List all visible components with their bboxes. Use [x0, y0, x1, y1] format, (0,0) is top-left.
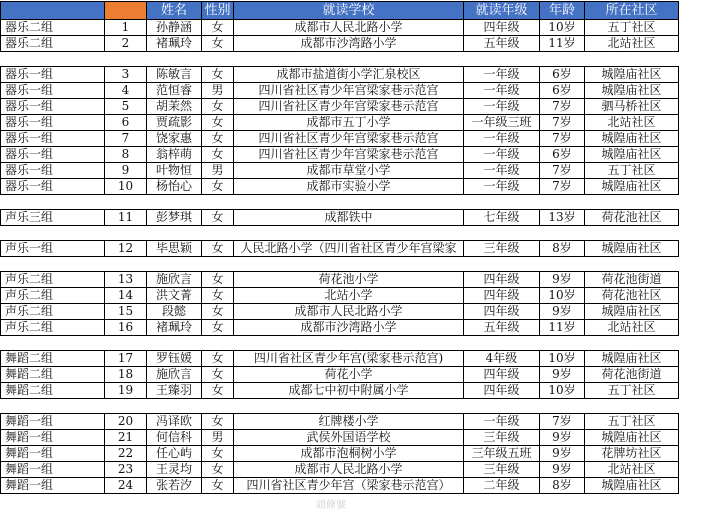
number-cell: 23: [105, 462, 147, 478]
table-row: [1, 304, 679, 320]
group-cell: 器乐一组: [1, 131, 105, 147]
grade-cell: 三年级五班: [464, 446, 540, 462]
group-spacer-row: [1, 52, 679, 67]
table-row: [1, 320, 679, 336]
age-cell: 10岁: [540, 288, 585, 304]
name-cell: 饶家惠: [147, 131, 202, 147]
spacer-cell: [234, 257, 464, 272]
table-row: [1, 446, 679, 462]
spacer-cell: [540, 399, 585, 414]
school-cell: 四川省社区青少年宫（梁家巷示范宫）: [234, 478, 464, 494]
grade-cell: 一年级: [464, 99, 540, 115]
group-spacer-row: [1, 399, 679, 414]
group-cell: 舞蹈二组: [1, 383, 105, 399]
gender-cell: 女: [202, 179, 234, 195]
school-cell: 人民北路小学（四川省社区青少年宫梁家: [234, 241, 464, 257]
grade-cell: 一年级: [464, 67, 540, 83]
community-cell: 花牌坊社区: [585, 446, 679, 462]
age-cell: 11岁: [540, 36, 585, 52]
grade-cell: 一年级: [464, 414, 540, 430]
group-cell: 舞蹈二组: [1, 367, 105, 383]
spacer-cell: [105, 226, 147, 241]
table-row: [1, 478, 679, 494]
group-cell: 器乐一组: [1, 67, 105, 83]
name-cell: 范恒睿: [147, 83, 202, 99]
group-cell: 声乐三组: [1, 210, 105, 226]
gender-cell: 女: [202, 367, 234, 383]
school-cell: 四川省社区青少年宫梁家巷示范宫: [234, 131, 464, 147]
table-row: [1, 241, 679, 257]
table-row: [1, 367, 679, 383]
group-cell: 舞蹈二组: [1, 351, 105, 367]
spacer-cell: [147, 52, 202, 67]
spacer-cell: [202, 52, 234, 67]
community-cell: 荷花池街道: [585, 272, 679, 288]
number-cell: 15: [105, 304, 147, 320]
grade-cell: 四年级: [464, 20, 540, 36]
grade-cell: 四年级: [464, 367, 540, 383]
header-row: [1, 2, 679, 20]
group-cell: 器乐一组: [1, 99, 105, 115]
grade-cell: 三年级: [464, 241, 540, 257]
community-cell: 五丁社区: [585, 414, 679, 430]
table-row: [1, 288, 679, 304]
age-cell: 9岁: [540, 272, 585, 288]
community-cell: 城隍庙社区: [585, 478, 679, 494]
group-cell: 舞蹈一组: [1, 462, 105, 478]
header-number: [105, 2, 147, 20]
school-cell: 成都市沙湾路小学: [234, 320, 464, 336]
table-row: [1, 147, 679, 163]
gender-cell: 女: [202, 147, 234, 163]
age-cell: 7岁: [540, 414, 585, 430]
name-cell: 彭梦琪: [147, 210, 202, 226]
group-cell: 声乐二组: [1, 304, 105, 320]
community-cell: 荷花池街道: [585, 367, 679, 383]
header-school: 就读学校: [234, 2, 464, 20]
group-cell: 器乐一组: [1, 115, 105, 131]
table-row: [1, 36, 679, 52]
spacer-cell: [585, 195, 679, 210]
community-cell: 北站社区: [585, 36, 679, 52]
spacer-cell: [585, 226, 679, 241]
name-cell: 王灵均: [147, 462, 202, 478]
name-cell: 段懿: [147, 304, 202, 320]
spacer-cell: [1, 195, 105, 210]
number-cell: 4: [105, 83, 147, 99]
gender-cell: 女: [202, 241, 234, 257]
table-row: [1, 131, 679, 147]
name-cell: 杨怡心: [147, 179, 202, 195]
number-cell: 12: [105, 241, 147, 257]
table-row: [1, 210, 679, 226]
spacer-cell: [540, 52, 585, 67]
age-cell: 6岁: [540, 147, 585, 163]
community-cell: 城隍庙社区: [585, 147, 679, 163]
school-cell: 成都市人民北路小学: [234, 304, 464, 320]
age-cell: 8岁: [540, 478, 585, 494]
gender-cell: 女: [202, 36, 234, 52]
header-group: [1, 2, 105, 20]
group-spacer-row: [1, 226, 679, 241]
number-cell: 24: [105, 478, 147, 494]
number-cell: 18: [105, 367, 147, 383]
grade-cell: 三年级: [464, 462, 540, 478]
name-cell: 何信科: [147, 430, 202, 446]
gender-cell: 女: [202, 288, 234, 304]
grade-cell: 五年级: [464, 320, 540, 336]
school-cell: 成都铁中: [234, 210, 464, 226]
spacer-cell: [147, 257, 202, 272]
community-cell: 城隍庙社区: [585, 83, 679, 99]
school-cell: 成都市实验小学: [234, 179, 464, 195]
name-cell: 胡茉然: [147, 99, 202, 115]
number-cell: 6: [105, 115, 147, 131]
school-cell: 武侯外国语学校: [234, 430, 464, 446]
spacer-cell: [540, 226, 585, 241]
age-cell: 9岁: [540, 304, 585, 320]
table-row: [1, 383, 679, 399]
table-row: [1, 430, 679, 446]
number-cell: 13: [105, 272, 147, 288]
school-cell: 四川省社区青少年宫梁家巷示范宫: [234, 83, 464, 99]
spacer-cell: [147, 226, 202, 241]
number-cell: 1: [105, 20, 147, 36]
spacer-cell: [147, 336, 202, 351]
header-name: 姓名: [147, 2, 202, 20]
group-cell: 舞蹈一组: [1, 478, 105, 494]
school-cell: 成都市五丁小学: [234, 115, 464, 131]
community-cell: 城隍庙社区: [585, 351, 679, 367]
spacer-cell: [540, 257, 585, 272]
spacer-cell: [1, 399, 105, 414]
group-cell: 声乐二组: [1, 288, 105, 304]
number-cell: 11: [105, 210, 147, 226]
spacer-cell: [464, 195, 540, 210]
grade-cell: 五年级: [464, 36, 540, 52]
age-cell: 9岁: [540, 446, 585, 462]
table-row: [1, 20, 679, 36]
number-cell: 17: [105, 351, 147, 367]
name-cell: 毕思颖: [147, 241, 202, 257]
table-header: [1, 2, 679, 20]
name-cell: 陈敏言: [147, 67, 202, 83]
spacer-cell: [540, 336, 585, 351]
age-cell: 7岁: [540, 179, 585, 195]
school-cell: 成都市盐道街小学汇泉校区: [234, 67, 464, 83]
table-row: [1, 414, 679, 430]
spacer-cell: [202, 336, 234, 351]
header-gender: 性别: [202, 2, 234, 20]
community-cell: 五丁社区: [585, 20, 679, 36]
name-cell: 施欣言: [147, 367, 202, 383]
grade-cell: 四年级: [464, 383, 540, 399]
school-cell: 四川省社区青少年宫梁家巷示范宫: [234, 99, 464, 115]
group-cell: 声乐一组: [1, 241, 105, 257]
age-cell: 9岁: [540, 430, 585, 446]
school-cell: 北站小学: [234, 288, 464, 304]
community-cell: 城隍庙社区: [585, 430, 679, 446]
group-cell: 器乐二组: [1, 36, 105, 52]
spacer-cell: [1, 226, 105, 241]
name-cell: 洪文菁: [147, 288, 202, 304]
number-cell: 19: [105, 383, 147, 399]
spacer-cell: [105, 257, 147, 272]
name-cell: 冯译欧: [147, 414, 202, 430]
spacer-cell: [147, 399, 202, 414]
gender-cell: 女: [202, 446, 234, 462]
table-row: [1, 462, 679, 478]
spacer-cell: [464, 257, 540, 272]
name-cell: 王臻羽: [147, 383, 202, 399]
age-cell: 10岁: [540, 20, 585, 36]
grade-cell: 一年级: [464, 147, 540, 163]
header-community: 所在社区: [585, 2, 679, 20]
age-cell: 10岁: [540, 383, 585, 399]
school-cell: 成都市人民北路小学: [234, 20, 464, 36]
community-cell: 城隍庙社区: [585, 304, 679, 320]
grade-cell: 四年级: [464, 304, 540, 320]
age-cell: 7岁: [540, 99, 585, 115]
name-cell: 褚珮玲: [147, 36, 202, 52]
spacer-cell: [234, 336, 464, 351]
gender-cell: 女: [202, 99, 234, 115]
spacer-cell: [464, 226, 540, 241]
community-cell: 城隍庙社区: [585, 67, 679, 83]
gender-cell: 女: [202, 351, 234, 367]
age-cell: 9岁: [540, 462, 585, 478]
gender-cell: 男: [202, 83, 234, 99]
watermark: 頭條號: [316, 500, 346, 511]
spacer-cell: [464, 336, 540, 351]
gender-cell: 女: [202, 478, 234, 494]
community-cell: 城隍庙社区: [585, 241, 679, 257]
gender-cell: 女: [202, 115, 234, 131]
number-cell: 21: [105, 430, 147, 446]
number-cell: 8: [105, 147, 147, 163]
table-row: [1, 99, 679, 115]
name-cell: 施欣言: [147, 272, 202, 288]
age-cell: 7岁: [540, 115, 585, 131]
group-cell: 器乐一组: [1, 147, 105, 163]
table-row: [1, 67, 679, 83]
community-cell: 荷花池社区: [585, 288, 679, 304]
grade-cell: 二年级: [464, 478, 540, 494]
group-cell: 器乐一组: [1, 83, 105, 99]
grade-cell: 四年级: [464, 272, 540, 288]
gender-cell: 女: [202, 304, 234, 320]
school-cell: 成都市泡桐树小学: [234, 446, 464, 462]
grade-cell: 四年级: [464, 288, 540, 304]
roster-table: [0, 1, 679, 494]
spacer-cell: [202, 399, 234, 414]
age-cell: 11岁: [540, 320, 585, 336]
group-spacer-row: [1, 257, 679, 272]
spacer-cell: [464, 399, 540, 414]
table-row: [1, 351, 679, 367]
grade-cell: 一年级: [464, 163, 540, 179]
age-cell: 7岁: [540, 131, 585, 147]
age-cell: 8岁: [540, 241, 585, 257]
spacer-cell: [1, 52, 105, 67]
table-row: [1, 179, 679, 195]
number-cell: 9: [105, 163, 147, 179]
community-cell: 城隍庙社区: [585, 179, 679, 195]
gender-cell: 女: [202, 67, 234, 83]
header-grade: 就读年级: [464, 2, 540, 20]
grade-cell: 一年级三班: [464, 115, 540, 131]
school-cell: 成都市草堂小学: [234, 163, 464, 179]
school-cell: 四川省社区青少年宫(梁家巷示范宫): [234, 351, 464, 367]
table-row: [1, 115, 679, 131]
table-row: [1, 163, 679, 179]
spacer-cell: [202, 257, 234, 272]
spacer-cell: [585, 399, 679, 414]
name-cell: 贾疏影: [147, 115, 202, 131]
name-cell: 孙静涵: [147, 20, 202, 36]
header-age: 年龄: [540, 2, 585, 20]
school-cell: 荷花小学: [234, 367, 464, 383]
community-cell: 北站社区: [585, 115, 679, 131]
number-cell: 14: [105, 288, 147, 304]
name-cell: 罗钰媛: [147, 351, 202, 367]
spacer-cell: [234, 226, 464, 241]
number-cell: 10: [105, 179, 147, 195]
grade-cell: 一年级: [464, 131, 540, 147]
school-cell: 荷花池小学: [234, 272, 464, 288]
spacer-cell: [105, 336, 147, 351]
number-cell: 2: [105, 36, 147, 52]
table-body: [1, 20, 679, 494]
spacer-cell: [540, 195, 585, 210]
name-cell: 任心屿: [147, 446, 202, 462]
group-cell: 舞蹈一组: [1, 430, 105, 446]
school-cell: 成都市人民北路小学: [234, 462, 464, 478]
number-cell: 3: [105, 67, 147, 83]
age-cell: 13岁: [540, 210, 585, 226]
gender-cell: 女: [202, 414, 234, 430]
spacer-cell: [105, 399, 147, 414]
gender-cell: 男: [202, 430, 234, 446]
spacer-cell: [585, 336, 679, 351]
school-cell: 四川省社区青少年宫梁家巷示范宫: [234, 147, 464, 163]
spacer-cell: [234, 399, 464, 414]
school-cell: 成都七中初中附属小学: [234, 383, 464, 399]
age-cell: 10岁: [540, 351, 585, 367]
age-cell: 9岁: [540, 367, 585, 383]
grade-cell: 一年级: [464, 179, 540, 195]
community-cell: 五丁社区: [585, 383, 679, 399]
grade-cell: 七年级: [464, 210, 540, 226]
age-cell: 6岁: [540, 83, 585, 99]
table-row: [1, 272, 679, 288]
spacer-cell: [202, 226, 234, 241]
spacer-cell: [234, 52, 464, 67]
gender-cell: 女: [202, 131, 234, 147]
spacer-cell: [202, 195, 234, 210]
gender-cell: 女: [202, 462, 234, 478]
grade-cell: 三年级: [464, 430, 540, 446]
spacer-cell: [464, 52, 540, 67]
group-spacer-row: [1, 336, 679, 351]
gender-cell: 女: [202, 20, 234, 36]
community-cell: 北站社区: [585, 320, 679, 336]
gender-cell: 女: [202, 272, 234, 288]
number-cell: 5: [105, 99, 147, 115]
number-cell: 20: [105, 414, 147, 430]
number-cell: 16: [105, 320, 147, 336]
group-cell: 器乐一组: [1, 163, 105, 179]
community-cell: 北站社区: [585, 462, 679, 478]
community-cell: 荷花池社区: [585, 210, 679, 226]
number-cell: 7: [105, 131, 147, 147]
gender-cell: 女: [202, 320, 234, 336]
age-cell: 6岁: [540, 67, 585, 83]
community-cell: 城隍庙社区: [585, 131, 679, 147]
gender-cell: 男: [202, 163, 234, 179]
gender-cell: 女: [202, 383, 234, 399]
school-cell: 红牌楼小学: [234, 414, 464, 430]
spacer-cell: [585, 257, 679, 272]
spacer-cell: [105, 52, 147, 67]
group-cell: 声乐二组: [1, 272, 105, 288]
group-cell: 器乐二组: [1, 20, 105, 36]
group-spacer-row: [1, 195, 679, 210]
spacer-cell: [105, 195, 147, 210]
spacer-cell: [585, 52, 679, 67]
community-cell: 五丁社区: [585, 163, 679, 179]
age-cell: 7岁: [540, 163, 585, 179]
spacer-cell: [1, 257, 105, 272]
school-cell: 成都市沙湾路小学: [234, 36, 464, 52]
spacer-cell: [1, 336, 105, 351]
number-cell: 22: [105, 446, 147, 462]
name-cell: 叶物恒: [147, 163, 202, 179]
group-cell: 声乐二组: [1, 320, 105, 336]
community-cell: 驷马桥社区: [585, 99, 679, 115]
gender-cell: 女: [202, 210, 234, 226]
spacer-cell: [234, 195, 464, 210]
name-cell: 褚珮玲: [147, 320, 202, 336]
name-cell: 张若汐: [147, 478, 202, 494]
group-cell: 舞蹈一组: [1, 446, 105, 462]
group-cell: 器乐一组: [1, 179, 105, 195]
table-row: [1, 83, 679, 99]
grade-cell: 一年级: [464, 83, 540, 99]
group-cell: 舞蹈一组: [1, 414, 105, 430]
name-cell: 翁梓萌: [147, 147, 202, 163]
spacer-cell: [147, 195, 202, 210]
grade-cell: 4年级: [464, 351, 540, 367]
